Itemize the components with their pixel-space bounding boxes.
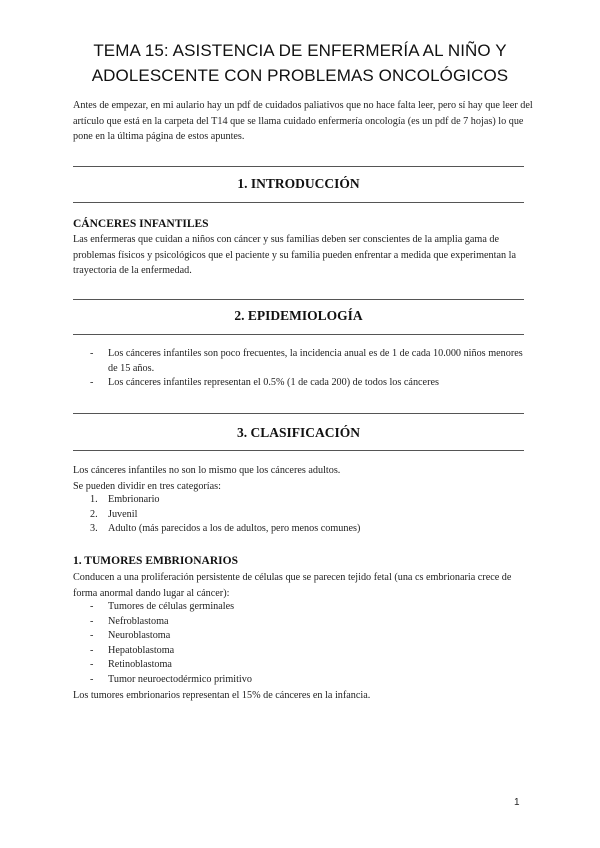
bullet-marker: - xyxy=(90,615,94,627)
bullet-marker: - xyxy=(90,673,94,685)
page-number: 1 xyxy=(514,797,520,808)
list-item-text: Nefroblastoma xyxy=(108,615,169,627)
list-item-text: Juvenil xyxy=(108,508,138,520)
subheading-canceres-infantiles: CÁNCERES INFANTILES xyxy=(73,218,209,230)
list-number: 1. xyxy=(90,494,98,505)
embrionarios-closing: Los tumores embrionarios representan el 15% de cánceres en la infancia. xyxy=(73,690,371,701)
intro-paragraph: Antes de empezar, en mi aulario hay un pdf de cuidados paliativos que no hace falta leer, pero sí hay que leer del artículo que está en la carpeta del T14 que se llama cuidado enfermería oncología (es un pdf de 7 hojas) lo que pone en la última página de estos apuntes. xyxy=(73,100,533,142)
epidemiologia-bullet-list xyxy=(90,347,530,391)
list-item-text: Neuroblastoma xyxy=(108,630,171,641)
section-divider xyxy=(73,334,524,335)
list-item-text: Adulto (más parecidos a los de adultos, pero menos comunes) xyxy=(108,523,361,534)
section-heading-epidemiologia: 2. EPIDEMIOLOGÍA xyxy=(234,308,363,323)
section-heading-clasificacion: 3. CLASIFICACIÓN xyxy=(236,425,361,440)
list-item xyxy=(90,658,530,673)
list-item xyxy=(90,376,530,391)
embrionarios-bullet-list xyxy=(90,600,530,687)
subheading-tumores-embrionarios: 1. TUMORES EMBRIONARIOS xyxy=(73,555,238,567)
document-title xyxy=(60,38,540,88)
clasificacion-paragraph xyxy=(73,463,535,494)
list-item xyxy=(90,673,530,688)
clasificacion-line-2: Se pueden dividir en tres categorías: xyxy=(73,480,221,492)
list-item-text: Tumores de células germinales xyxy=(108,601,235,612)
categories-numbered-list xyxy=(90,493,530,537)
section-divider xyxy=(73,450,524,451)
list-item xyxy=(90,600,530,615)
list-item-text: Retinoblastoma xyxy=(108,659,172,670)
list-item xyxy=(90,522,530,537)
list-item-text: Los cánceres infantiles son poco frecuentes, la incidencia anual es de 1 de cada 10.000 niños menores de 15 años. xyxy=(108,348,523,374)
title-line-2: ADOLESCENTE CON PROBLEMAS ONCOLÓGICOS xyxy=(91,66,509,85)
bullet-marker: - xyxy=(90,377,94,388)
section-divider xyxy=(73,299,524,300)
bullet-marker: - xyxy=(90,644,94,656)
section-divider xyxy=(73,202,524,203)
list-number: 2. xyxy=(90,508,98,520)
title-line-1: TEMA 15: ASISTENCIA DE ENFERMERÍA AL NIÑO Y xyxy=(93,41,507,60)
list-item xyxy=(90,644,530,659)
section-divider xyxy=(73,413,524,414)
bullet-marker: - xyxy=(90,630,94,641)
list-item-text: Tumor neuroectodérmico primitivo xyxy=(108,673,252,685)
bullet-marker: - xyxy=(90,601,94,612)
list-item xyxy=(90,629,530,644)
introduccion-paragraph: Las enfermeras que cuidan a niños con cáncer y sus familias deben ser conscientes de la amplia gama de problemas físicos y psicológicos que el paciente y su familia pueden enfrentar a medida que experimentan la trayectoria de la enfermedad. xyxy=(73,234,516,276)
section-heading-introduccion: 1. INTRODUCCIÓN xyxy=(237,176,360,191)
list-item xyxy=(90,615,530,630)
bullet-marker: - xyxy=(90,348,94,359)
embrionarios-paragraph: Conducen a una proliferación persistente de células que se parecen tejido fetal (una cs embrionaria crece de forma anormal dando lugar al cáncer): xyxy=(73,572,512,599)
list-item-text: Los cánceres infantiles representan el 0.5% (1 de cada 200) de todos los cánceres xyxy=(108,377,439,388)
list-item-text: Embrionario xyxy=(108,494,160,505)
bullet-marker: - xyxy=(90,659,94,670)
section-divider xyxy=(73,166,524,167)
list-item xyxy=(90,493,530,508)
list-item-text: Hepatoblastoma xyxy=(108,644,175,656)
list-item xyxy=(90,347,530,376)
clasificacion-line-1: Los cánceres infantiles no son lo mismo que los cánceres adultos. xyxy=(73,465,341,476)
list-item xyxy=(90,508,530,523)
list-number: 3. xyxy=(90,523,98,534)
